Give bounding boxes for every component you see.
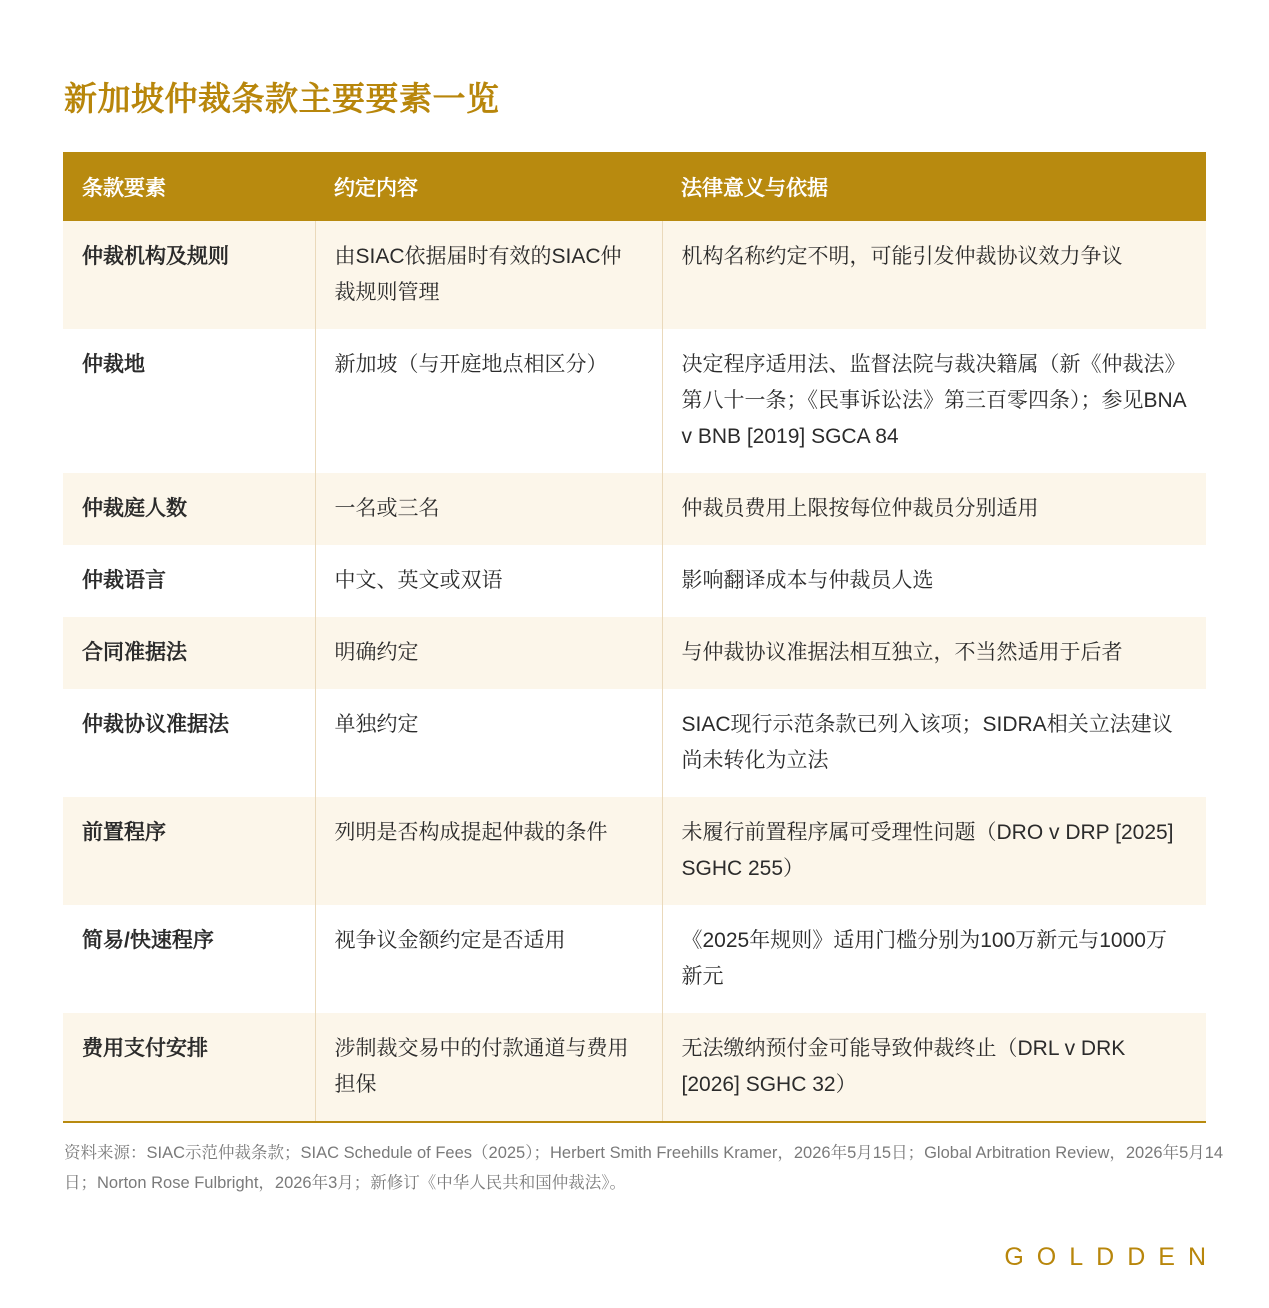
cell-element: 仲裁地	[63, 329, 315, 473]
cell-content: 中文、英文或双语	[315, 545, 662, 617]
cell-element: 仲裁庭人数	[63, 473, 315, 545]
table-row	[63, 329, 1206, 473]
cell-significance: 决定程序适用法、监督法院与裁决籍属（新《仲裁法》第八十一条；《民事诉讼法》第三百零四条）；参见BNA v BNB [2019] SGCA 84	[662, 329, 1206, 473]
cell-significance: 与仲裁协议准据法相互独立，不当然适用于后者	[662, 617, 1206, 689]
table-row	[63, 797, 1206, 905]
cell-significance: 未履行前置程序属可受理性问题（DRO v DRP [2025] SGHC 255）	[662, 797, 1206, 905]
cell-significance: 影响翻译成本与仲裁员人选	[662, 545, 1206, 617]
table-row	[63, 1013, 1206, 1122]
cell-content: 列明是否构成提起仲裁的条件	[315, 797, 662, 905]
cell-content: 单独约定	[315, 689, 662, 797]
table-header-row	[63, 152, 1206, 221]
table-row	[63, 221, 1206, 329]
table-row	[63, 617, 1206, 689]
cell-element: 前置程序	[63, 797, 315, 905]
cell-content: 一名或三名	[315, 473, 662, 545]
cell-significance: 《2025年规则》适用门槛分别为100万新元与1000万新元	[662, 905, 1206, 1013]
cell-element: 仲裁语言	[63, 545, 315, 617]
table-row	[63, 473, 1206, 545]
source-note: 资料来源：SIAC示范仲裁条款；SIAC Schedule of Fees（2025）；Herbert Smith Freehills Kramer，2026年5月15日；Global Arbitration Review，2026年5月14日；Norton Rose Fulbright，2026年3月；新修订《中华人民共和国仲裁法》。	[64, 1144, 1224, 1192]
cell-element: 仲裁协议准据法	[63, 689, 315, 797]
brand-logo: GOLDDEN	[1004, 1243, 1219, 1271]
table-row	[63, 545, 1206, 617]
table-row	[63, 905, 1206, 1013]
clause-elements-table	[63, 152, 1206, 1123]
cell-significance: SIAC现行示范条款已列入该项；SIDRA相关立法建议尚未转化为立法	[662, 689, 1206, 797]
cell-element: 合同准据法	[63, 617, 315, 689]
column-header-content: 约定内容	[315, 152, 662, 221]
cell-significance: 机构名称约定不明，可能引发仲裁协议效力争议	[662, 221, 1206, 329]
cell-content: 新加坡（与开庭地点相区分）	[315, 329, 662, 473]
cell-significance: 仲裁员费用上限按每位仲裁员分别适用	[662, 473, 1206, 545]
cell-significance: 无法缴纳预付金可能导致仲裁终止（DRL v DRK [2026] SGHC 32）	[662, 1013, 1206, 1122]
cell-element: 简易/快速程序	[63, 905, 315, 1013]
cell-element: 费用支付安排	[63, 1013, 315, 1122]
table-row	[63, 689, 1206, 797]
column-header-significance: 法律意义与依据	[662, 152, 1206, 221]
page-title: 新加坡仲裁条款主要要素一览	[64, 80, 500, 117]
column-header-element: 条款要素	[63, 152, 315, 221]
cell-content: 视争议金额约定是否适用	[315, 905, 662, 1013]
cell-content: 由SIAC依据届时有效的SIAC仲裁规则管理	[315, 221, 662, 329]
cell-content: 涉制裁交易中的付款通道与费用担保	[315, 1013, 662, 1122]
cell-content: 明确约定	[315, 617, 662, 689]
cell-element: 仲裁机构及规则	[63, 221, 315, 329]
